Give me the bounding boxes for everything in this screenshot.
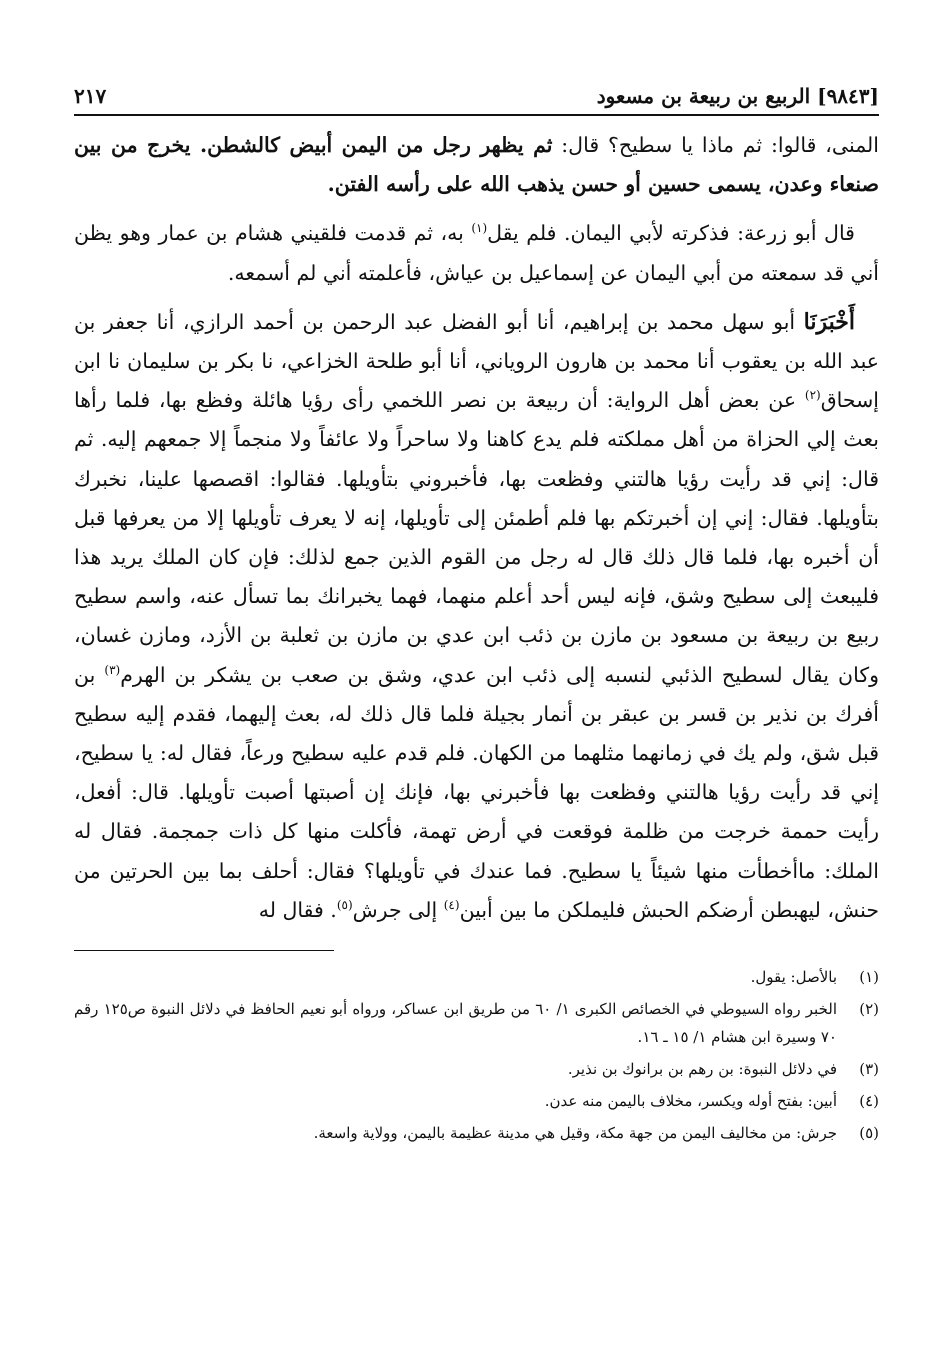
footnote-item [74,1087,879,1115]
footnote-number: (٢) [859,1000,879,1019]
footnote-ref-1: (١) [471,221,488,236]
footnote-text: أبين: بفتح أوله ويكسر، مخلاف باليمن منه عدن. [544,1092,837,1111]
akhbarana-keyword: أَخْبَرَنَا [803,308,855,335]
paragraph-2-text-a: قال أبو زرعة: فذكرته لأبي اليمان. فلم يقل [487,221,855,246]
footnote-item [74,963,879,991]
paragraph-3-text-c: بن أفرك بن نذير بن قسر بن عبقر بن أنمار بجيلة فلما قال ذلك له، بعث إليهما، فقدم إليه سطيح قبل شق، ولم يك في زمانهما مثلهما من الكهان. فلم قدم عليه سطيح ورعاً، فقال له: يا سطيح، إني قد رأيت رؤيا هالتني وفظعت بها فأخبرني بها، فإنك إن أصبتها أصبت تأويلها. قال: أفعل، رأيت حممة خرجت من ظلمة فوقعت في أرض تهمة، فأكلت منها كل ذات جمجمة. فقال له الملك: ماأخطأت منها شيئاً يا سطيح. فما عندك في تأويلها؟ فقال: أحلف بما بين الحرتين من حنش، ليهبطن أرضكم الحبش فليملكن ما بين أبين [74,662,879,922]
footnote-ref-2: (٢) [804,388,821,403]
footnote-text: في دلائل النبوة: بن رهم بن برانوك بن نذير. [567,1060,837,1079]
paragraph-1-text-a: المنى، قالوا: ثم ماذا يا سطيح؟ قال: [552,133,879,157]
paragraph-3 [74,303,879,930]
paragraph-1-text-b: ثم يظهر رجل من اليمن أبيض كالشطن. يخرج من بين صنعاء وعدن، يسمى حسين أو حسن يذهب الله على رأسه الفتن. [74,133,879,197]
footnotes [74,963,879,1147]
main-text [74,126,879,930]
footnote-ref-3: (٣) [104,662,121,677]
footnote-number: (٥) [859,1124,879,1143]
running-header [74,78,879,116]
footnote-separator [74,950,334,951]
footnote-item [74,1055,879,1083]
paragraph-1 [74,126,879,204]
footnote-separator-wrap [74,930,879,951]
paragraph-3-text-a: أبو سهل محمد بن إبراهيم، أنا أبو الفضل عبد الرحمن بن أحمد الرازي، أنا جعفر بن عبد الله بن يعقوب أنا محمد بن هارون الروياني، أنا أبو طلحة الخزاعي، نا بكر بن سليمان نا ابن إسحاق [74,309,879,413]
running-header-title: [٩٨٤٣] الربيع بن ربيعة بن مسعود [596,84,879,108]
paragraph-3-text-e: . فقال له [258,897,337,922]
page-number: ٢١٧ [74,84,107,108]
footnote-text: جرش: من مخاليف اليمن من جهة مكة، وقيل هي مدينة عظيمة باليمن، وولاية واسعة. [313,1124,837,1143]
footnote-text: الخبر رواه السيوطي في الخصائص الكبرى ١/ ٦٠ من طريق ابن عساكر، ورواه أبو نعيم الحافظ في دلائل النبوة ص١٢٥ رقم ٧٠ وسيرة ابن هشام ١/ ١٥ ـ ١٦. [74,1000,838,1047]
footnote-text: بالأصل: يقول. [750,968,837,987]
paragraph-2-text-b: به، ثم قدمت فلقيني هشام بن عمار وهو يظن أني قد سمعته من أبي اليمان عن إسماعيل بن عياش، فأعلمته أني لم أسمعه. [74,221,879,285]
paragraph-3-text-b: عن بعض أهل الرواية: أن ربيعة بن نصر اللخمي رأى رؤيا هائلة وفظع بها، فلما رأها بعث إلي الحزاة من أهل مملكته فلم يدع كاهنا ولا ساحراً ولا عائفاً ولا منجماً إلا جمعهم إليه. ثم قال: إني قد رأيت رؤيا هالتني وفظعت بها، فأخبروني بتأويلها. فقالوا: اقصصها علينا، نخبرك بتأويلها. فقال: إني إن أخبرتكم بها فلم أطمئن إلى تأويلها، إنه لا يعرف تأويلها إلا من يعرفها قبل أن أخبره بها، فلما قال ذلك قال له رجل من القوم الذين جمع لذلك: فإن كان الملك يريد هذا فليبعث إلى سطيح وشق، فإنه ليس أحد أعلم منهما، فهما يخبرانك بما تسأل عنه، واسم سطيح ربيع بن ربيعة بن مسعود بن مازن بن ذئب ابن عدي بن مازن بن ثعلبة بن الأزد، ومازن غسان، وكان يقال لسطيح الذئبي لنسبه إلى ذئب ابن عدي، وشق بن صعب بن يشكر بن الهرم [74,388,879,687]
footnote-ref-5: (٥) [336,898,353,913]
footnote-item [74,995,879,1051]
footnote-number: (٣) [859,1060,879,1079]
paragraph-2 [74,214,879,292]
paragraph-3-text-d: إلى جرش [352,897,444,922]
footnote-number: (١) [859,968,879,987]
footnote-number: (٤) [859,1092,879,1111]
footnote-ref-4: (٤) [443,898,460,913]
book-page [74,78,879,1151]
footnote-item [74,1119,879,1147]
